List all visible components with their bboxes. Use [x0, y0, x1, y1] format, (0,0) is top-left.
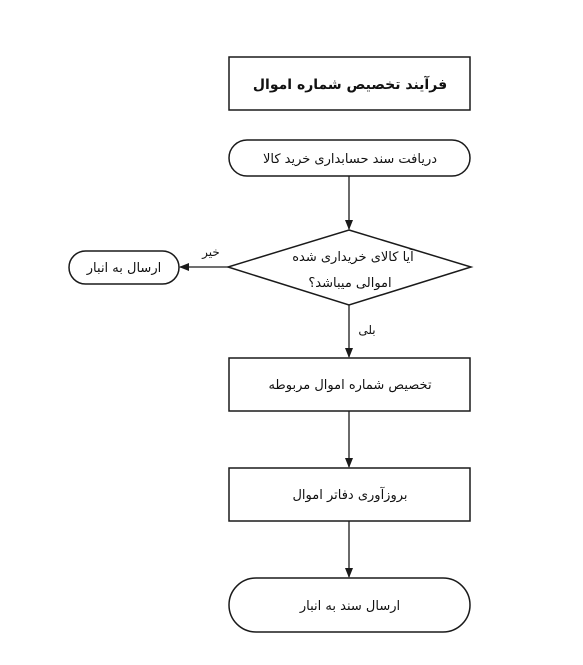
assign-label: تخصیص شماره اموال مربوطه	[268, 378, 432, 393]
no-label: خیر	[202, 245, 220, 259]
title-text: فرآیند تخصیص شماره اموال	[252, 77, 448, 93]
decision-diamond	[228, 230, 471, 305]
end-label: ارسال سند به انبار	[299, 599, 401, 614]
start-label: دریافت سند حسابداری خرید کالا	[262, 152, 438, 167]
update-label: بروزآوری دفاتر اموال	[292, 488, 408, 503]
reject-label: ارسال به انبار	[86, 261, 162, 276]
yes-label: بلی	[358, 323, 376, 337]
decision-label-line1: آیا کالای خریداری شده	[292, 250, 414, 265]
decision-label-line2: اموالی میباشد؟	[308, 276, 392, 291]
